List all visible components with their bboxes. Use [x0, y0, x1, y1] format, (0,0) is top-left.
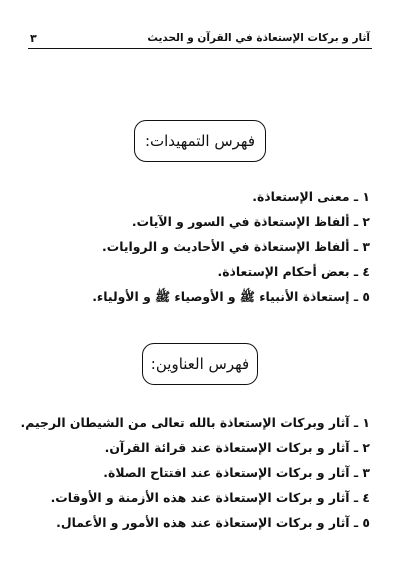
preludes-index-heading-box — [134, 120, 266, 162]
page-header — [30, 30, 370, 46]
preludes-list-item: ٥ ـ إستعاذة الأنبياء ﷺ و الأوصياء ﷺ و الأولياء. — [92, 289, 370, 304]
preludes-index-heading: فهرس التمهيدات: — [144, 132, 256, 150]
titles-list-item: ٢ ـ آثار و بركات الإستعاذة عند قرائة القرآن. — [104, 440, 370, 455]
titles-list-item: ١ ـ آثار وبركات الإستعاذة بالله تعالى من الشيطان الرجيم. — [20, 415, 370, 430]
preludes-list-item: ٢ ـ ألفاظ الإستعاذة في السور و الآيات. — [131, 214, 370, 229]
running-header-title: آثار و بركات الإستعاذة في القرآن و الحديث — [147, 32, 370, 44]
preludes-list-item: ١ ـ معنى الإستعاذة. — [252, 189, 370, 204]
titles-index-heading: فهرس العناوين: — [150, 355, 250, 373]
page-number: ٣ — [30, 31, 37, 45]
titles-index-heading-box — [142, 343, 258, 385]
titles-list-item: ٤ ـ آثار و بركات الإستعاذة عند هذه الأزمنة و الأوقات. — [50, 490, 370, 505]
titles-list-item: ٥ ـ آثار و بركات الإستعاذة عند هذه الأمور و الأعمال. — [56, 515, 370, 530]
preludes-list-item: ٣ ـ ألفاظ الإستعاذة في الأحاديث و الروايات. — [102, 239, 370, 254]
titles-list-item: ٣ ـ آثار و بركات الإستعاذة عند افتتاح الصلاة. — [103, 465, 370, 480]
titles-index-list — [20, 410, 370, 535]
header-divider — [28, 48, 372, 49]
preludes-index-list — [20, 184, 370, 309]
preludes-list-item: ٤ ـ بعض أحكام الإستعاذة. — [217, 264, 370, 279]
